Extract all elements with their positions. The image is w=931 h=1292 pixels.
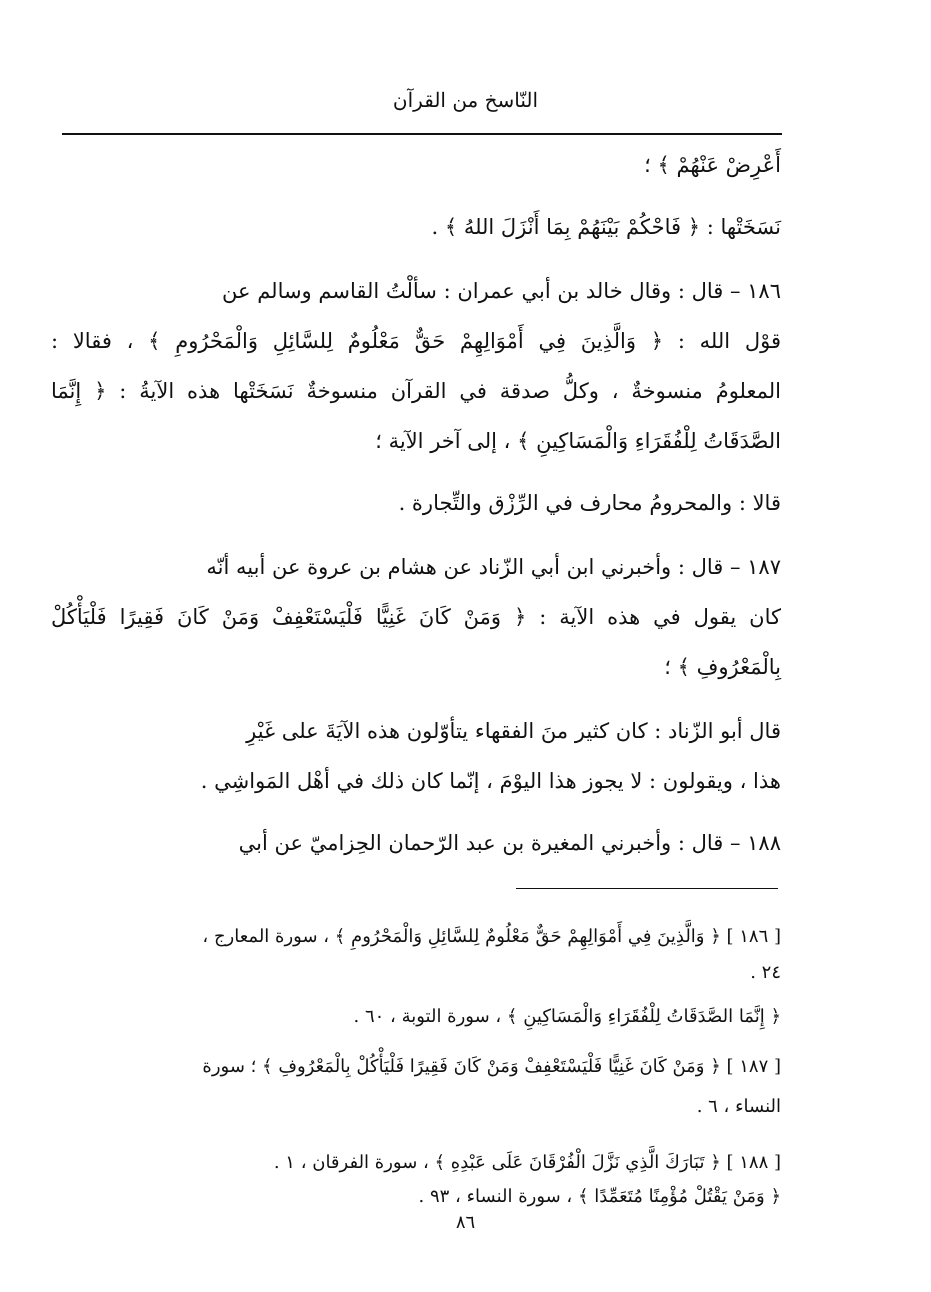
page-number: ٨٦ bbox=[455, 1212, 476, 1233]
footnote-line: ﴿ وَمَنْ يَقْتُلْ مُؤْمِنًا مُتَعَمِّدًا ﴾ ، سورة النساء ، ٩٣ . bbox=[418, 1186, 781, 1207]
body-line: هذا ، ويقولون : لا يجوز هذا اليوْمَ ، إنّما كان ذلك في أهْل المَواشِي . bbox=[200, 769, 781, 793]
footnote-rule bbox=[516, 888, 778, 889]
body-line: بِالْمَعْرُوفِ ﴾ ؛ bbox=[664, 655, 781, 679]
body-line: كان يقول في هذه الآية : ﴿ وَمَنْ كَانَ غَنِيًّا فَلْيَسْتَعْفِفْ وَمَنْ كَانَ فَقِيرًا فَلْيَأْكُلْ bbox=[51, 605, 781, 629]
body-line: الصَّدَقَاتُ لِلْفُقَرَاءِ وَالْمَسَاكِينِ ﴾ ، إلى آخر الآية ؛ bbox=[375, 429, 781, 453]
body-line: ١٨٦ – قال : وقال خالد بن أبي عمران : سألْتُ القاسم وسالم عن bbox=[222, 279, 781, 303]
footnote-line: [ ١٨٨ ] ﴿ تَبَارَكَ الَّذِي نَزَّلَ الْفُرْقَانَ عَلَى عَبْدِهِ ﴾ ، سورة الفرقان ، ١ . bbox=[273, 1152, 781, 1173]
body-line: قوْل الله : ﴿ وَالَّذِينَ فِي أَمْوَالِهِمْ حَقٌّ مَعْلُومٌ لِلسَّائِلِ وَالْمَحْرُومِ ﴾ ، فقالا : bbox=[51, 329, 781, 353]
footnote-line: ﴿ إِنَّمَا الصَّدَقَاتُ لِلْفُقَرَاءِ وَالْمَسَاكِينِ ﴾ ، سورة التوبة ، ٦٠ . bbox=[353, 1006, 781, 1027]
footnote-line: [ ١٨٧ ] ﴿ وَمَنْ كَانَ غَنِيًّا فَلْيَسْتَعْفِفْ وَمَنْ كَانَ فَقِيرًا فَلْيَأْكُلْ بِالْمَعْرُوفِ ﴾ ؛ سورة bbox=[202, 1056, 781, 1077]
body-line: قالا : والمحرومُ محارف في الرِّزْق والتِّجارة . bbox=[398, 491, 781, 515]
body-line: أَعْرِضْ عَنْهُمْ ﴾ ؛ bbox=[644, 153, 781, 177]
body-line: قال أبو الزّناد : كان كثير منَ الفقهاء يتأوّلون هذه الآيَةَ على غَيْرِ bbox=[246, 719, 781, 743]
body-line: ١٨٨ – قال : وأخبرني المغيرة بن عبد الرّحمان الحِزاميّ عن أبي bbox=[238, 831, 781, 855]
running-header-title: النّاسخ من القرآن bbox=[392, 88, 539, 112]
footnote-line: [ ١٨٦ ] ﴿ وَالَّذِينَ فِي أَمْوَالِهِمْ حَقٌّ مَعْلُومٌ لِلسَّائِلِ وَالْمَحْرُومِ ﴾ ، سورة المعارج ، bbox=[202, 926, 781, 947]
body-line: المعلومُ منسوخةٌ ، وكلُّ صدقة في القرآن منسوخةٌ نَسَخَتْها هذه الآيةُ : ﴿ إِنَّمَا bbox=[51, 379, 781, 403]
body-line: نَسَخَتْها : ﴿ فَاحْكُمْ بَيْنَهُمْ بِمَا أَنْزَلَ اللهُ ﴾ . bbox=[431, 215, 781, 239]
footnote-line: . ٢٤ bbox=[750, 962, 781, 983]
header-rule bbox=[62, 133, 782, 135]
body-line: ١٨٧ – قال : وأخبرني ابن أبي الزّناد عن هشام بن عروة عن أبيه أنّه bbox=[206, 555, 781, 579]
footnote-line: النساء ، ٦ . bbox=[696, 1096, 781, 1117]
